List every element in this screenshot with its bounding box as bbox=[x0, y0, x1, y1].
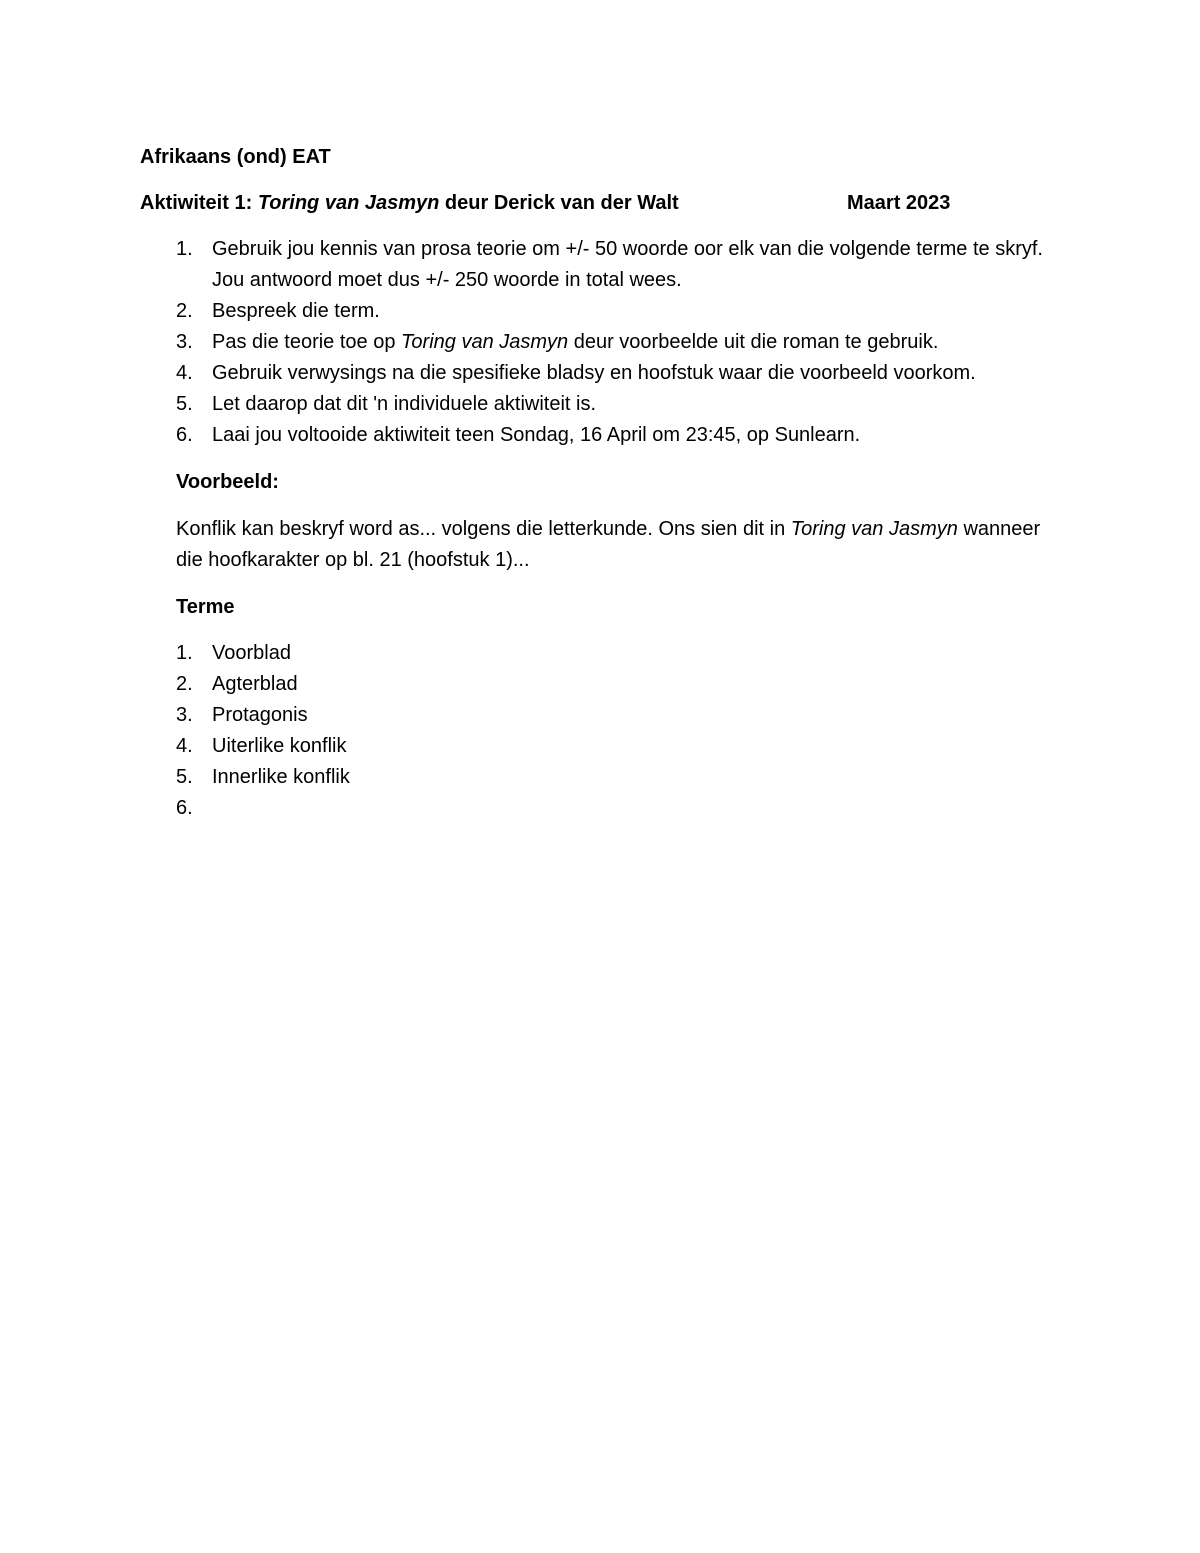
instruction-text: Gebruik verwysings na die spesifieke bladsy en hoofstuk waar die voorbeeld voorkom. bbox=[212, 362, 976, 384]
term-item bbox=[176, 669, 298, 700]
instruction-book-title: Toring van Jasmyn bbox=[401, 331, 569, 353]
instruction-text: Let daarop dat dit 'n individuele aktiwiteit is. bbox=[212, 393, 597, 415]
course-title: Afrikaans (ond) EAT bbox=[140, 146, 331, 168]
instruction-item bbox=[176, 420, 1076, 451]
term-number: 1. bbox=[176, 642, 193, 664]
instruction-number: 3. bbox=[176, 331, 193, 353]
activity-author: deur Derick van der Walt bbox=[444, 192, 679, 214]
term-number: 3. bbox=[176, 704, 193, 726]
instruction-item bbox=[176, 234, 1076, 296]
instruction-number: 2. bbox=[176, 300, 193, 322]
instruction-text-post: deur voorbeelde uit die roman te gebruik. bbox=[573, 331, 939, 353]
instruction-number: 4. bbox=[176, 362, 193, 384]
instruction-text: Bespreek die term. bbox=[212, 300, 380, 322]
instruction-item bbox=[176, 296, 1076, 327]
term-text: Uiterlike konflik bbox=[212, 735, 347, 757]
terms-heading: Terme bbox=[176, 596, 235, 618]
activity-book-title: Toring van Jasmyn bbox=[257, 192, 440, 214]
instruction-text bbox=[212, 327, 1076, 358]
example-text-pre: Konflik kan beskryf word as... volgens die letterkunde. Ons sien dit in bbox=[176, 518, 786, 540]
activity-heading bbox=[140, 189, 970, 217]
term-item bbox=[176, 731, 346, 762]
instruction-number: 1. bbox=[176, 238, 193, 260]
term-number: 6. bbox=[176, 797, 193, 819]
term-number: 5. bbox=[176, 766, 193, 788]
term-text: Voorblad bbox=[212, 642, 291, 664]
term-number: 2. bbox=[176, 673, 193, 695]
term-item bbox=[176, 700, 308, 731]
example-heading: Voorbeeld: bbox=[176, 471, 279, 493]
term-text: Innerlike konflik bbox=[212, 766, 350, 788]
term-item bbox=[176, 793, 212, 824]
instruction-number: 6. bbox=[176, 424, 193, 446]
activity-date: Maart 2023 bbox=[847, 192, 951, 214]
activity-prefix: Aktiwiteit 1: bbox=[140, 192, 253, 214]
instruction-text-pre: Pas die teorie toe op bbox=[212, 331, 396, 353]
instruction-item bbox=[176, 358, 1076, 389]
term-text: Protagonis bbox=[212, 704, 308, 726]
term-item bbox=[176, 762, 350, 793]
instruction-item bbox=[176, 389, 1076, 420]
example-text-post: wanneer die hoofkarakter op bl. 21 (hoofstuk 1)... bbox=[176, 518, 1041, 571]
instruction-number: 5. bbox=[176, 393, 193, 415]
instruction-text: Laai jou voltooide aktiwiteit teen Sondag, 16 April om 23:45, op Sunlearn. bbox=[212, 424, 861, 446]
term-text: Agterblad bbox=[212, 673, 298, 695]
instruction-item bbox=[176, 327, 1076, 358]
example-book-title: Toring van Jasmyn bbox=[790, 518, 958, 540]
example-paragraph bbox=[176, 514, 1056, 576]
term-number: 4. bbox=[176, 735, 193, 757]
instruction-text: Gebruik jou kennis van prosa teorie om +/- 50 woorde oor elk van die volgende terme te skryf. Jou antwoord moet dus +/- 250 woorde in total wees. bbox=[212, 238, 1043, 291]
term-item bbox=[176, 638, 291, 669]
